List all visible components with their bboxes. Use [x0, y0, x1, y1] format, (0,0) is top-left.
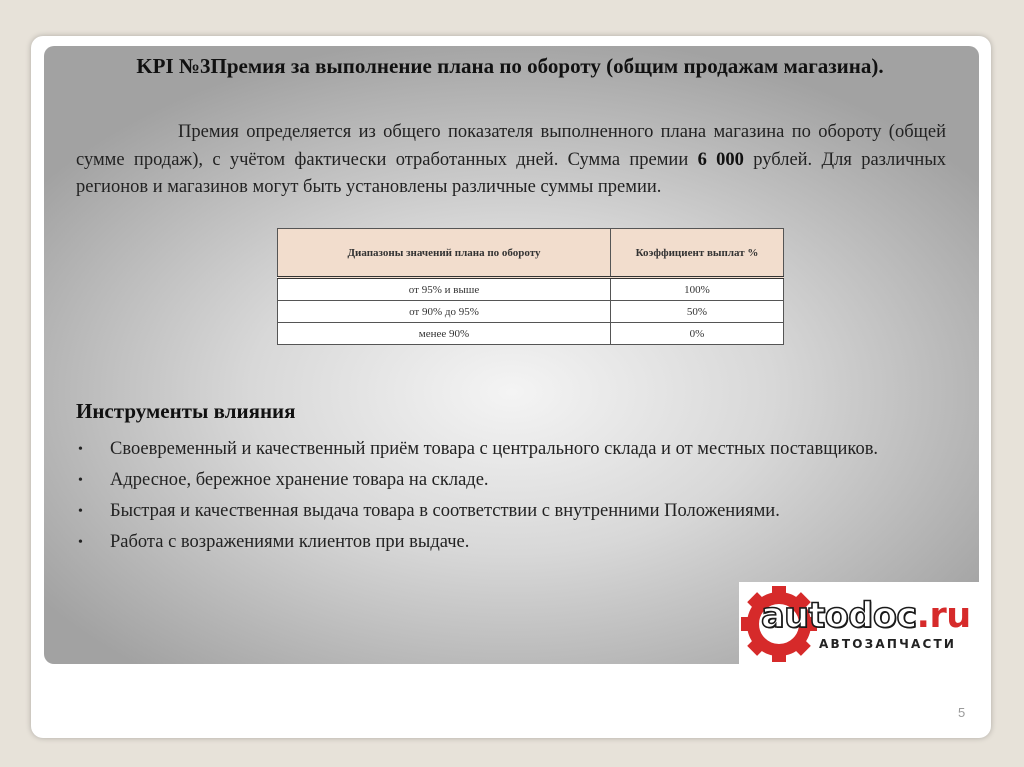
intro-text-part2: рублей. Для различных регионов и магазинов могут быть установлены различные суммы премии. — [76, 149, 946, 197]
table-row — [278, 301, 784, 323]
intro-text-part1: Премия определяется из общего показателя выполненного плана магазина по обороту (общей сумме продаж), с учётом фактически отработанных дней. Сумма премии — [76, 122, 946, 170]
tools-heading: Инструменты влияния — [76, 399, 296, 423]
list-item-text: Адресное, бережное хранение товара на складе. — [110, 470, 489, 490]
logo-text: autodoc.ru — [761, 596, 971, 636]
table-cell: от 90% до 95% — [278, 301, 611, 323]
autodoc-logo — [739, 582, 989, 664]
logo-subtitle: АВТОЗАПЧАСТИ — [819, 637, 957, 651]
table-cell: от 95% и выше — [278, 278, 611, 301]
table-cell: менее 90% — [278, 323, 611, 345]
table-header-row — [278, 229, 784, 278]
table-row — [278, 278, 784, 301]
table-row — [278, 323, 784, 345]
list-item — [76, 436, 948, 463]
table-cell: 50% — [611, 301, 784, 323]
header-range: Диапазоны значений плана по обороту — [278, 229, 611, 278]
list-item — [76, 529, 948, 556]
header-coefficient: Коэффициент выплат % — [611, 229, 784, 278]
tools-list — [76, 436, 948, 560]
list-item-text: Быстрая и качественная выдача товара в соответствии с внутренними Положениями. — [110, 501, 780, 521]
list-item-text: Своевременный и качественный приём товара с центрального склада и от местных поставщиков. — [110, 439, 879, 459]
table-cell: 0% — [611, 323, 784, 345]
bullet-icon: • — [78, 473, 83, 488]
table-cell: 100% — [611, 278, 784, 301]
bullet-icon: • — [78, 535, 83, 550]
kpi-table — [277, 228, 784, 345]
bullet-icon: • — [78, 442, 83, 457]
page-number: 5 — [958, 705, 966, 720]
slide-title: KPI №3Премия за выполнение плана по обороту (общим продажам магазина). — [136, 54, 884, 78]
intro-paragraph — [76, 119, 946, 202]
list-item — [76, 467, 948, 494]
bullet-icon: • — [78, 504, 83, 519]
list-item — [76, 498, 948, 525]
bonus-amount: 6 000 — [697, 149, 744, 170]
list-item-text: Работа с возражениями клиентов при выдаче. — [110, 532, 470, 552]
